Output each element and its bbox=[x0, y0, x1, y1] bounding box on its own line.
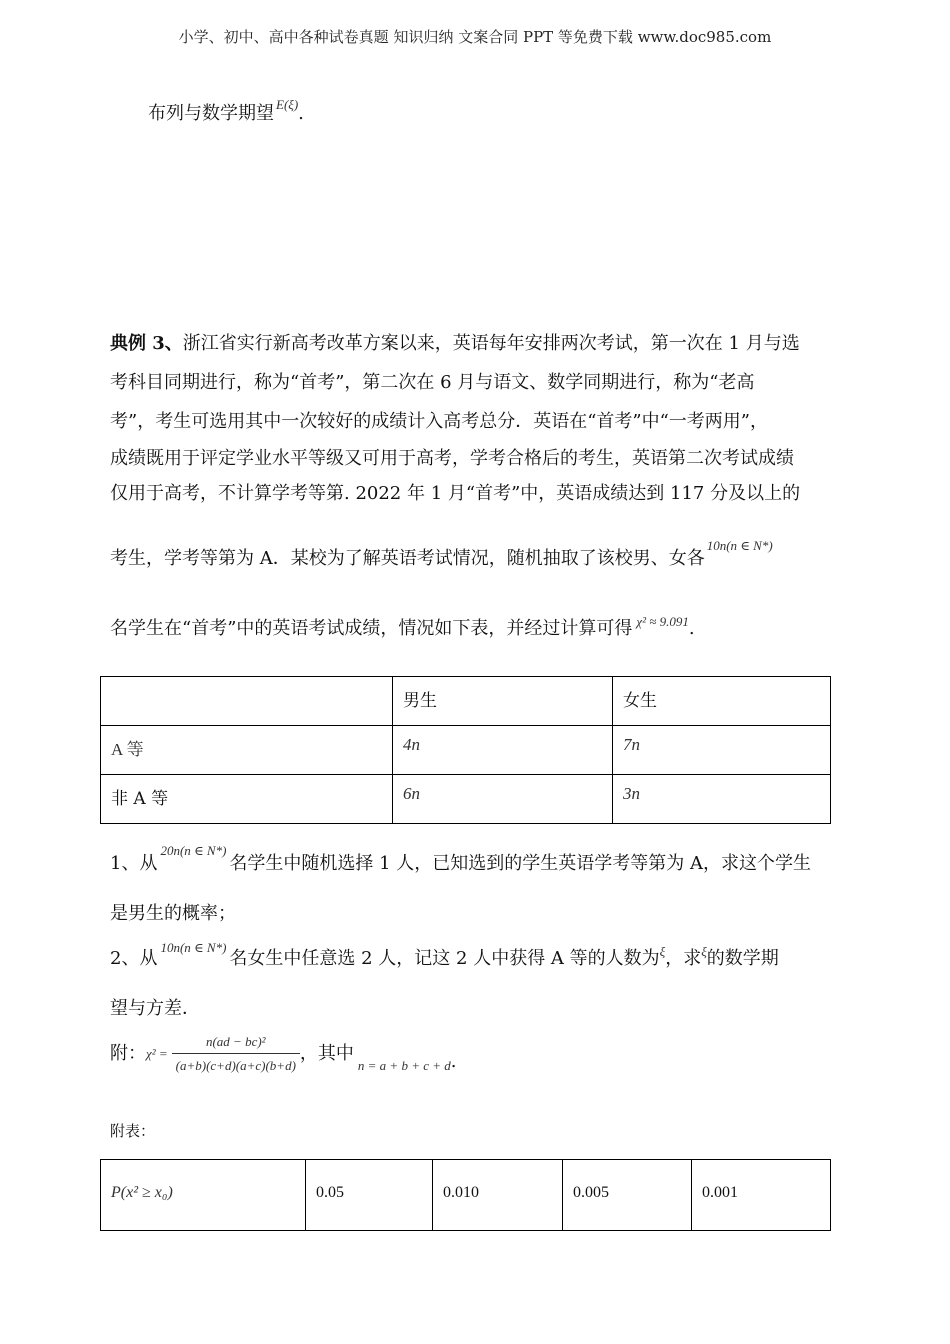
q2-formula: 10n(n ∈ N*) bbox=[160, 940, 227, 955]
table-row bbox=[101, 1160, 831, 1231]
question-2-line-2: 望与方差． bbox=[110, 998, 200, 1019]
table-row bbox=[101, 775, 831, 824]
table-cell: 3n bbox=[613, 775, 831, 824]
question-1-line-1: 1、从$^{20n(n \in N*)}$名学生中随机选择 1 人，已知选到的学生英语学考等第为 A，求这个学生 bbox=[110, 843, 812, 874]
table-cell: 4n bbox=[393, 726, 613, 775]
table-row bbox=[101, 726, 831, 775]
row-label-grade-a: A 等 bbox=[101, 726, 393, 775]
example-line-4: 成绩既用于评定学业水平等级又可用于高考，学考合格后的考生，英语第二次考试成绩 bbox=[110, 448, 794, 469]
chi-square-fraction bbox=[172, 1033, 300, 1075]
probability-header-cell: P(x² ≥ x₀) bbox=[101, 1160, 306, 1231]
table-header-row bbox=[101, 677, 831, 726]
appendix-formula-line: 附：χ² = $\frac{\text{n(ad − bc)²}}{(a+b)(c+d)(a+c)(b+d)}$ ，其中n = a + b + c + d. bbox=[110, 1034, 457, 1073]
table-cell: 0.010 bbox=[433, 1160, 563, 1231]
table-cell: 0.05 bbox=[306, 1160, 433, 1231]
question-2-line-1: 2、从$^{10n(n \in N*)}$名女生中任意选 2 人，记这 2 人中获得 A 等的人数为$^\xi$，求$^\xi$的数学期 bbox=[110, 940, 779, 969]
example-line-6: 考生，学考等第为 A．某校为了解英语考试情况，随机抽取了该校男、女各$^{10n(n \in N*)}$ bbox=[110, 538, 773, 569]
chi-square-label: χ² = bbox=[146, 1046, 168, 1061]
example-label: 典例 3、 bbox=[110, 333, 183, 354]
fraction-denominator: (a+b)(c+d)(a+c)(b+d) bbox=[175, 1058, 296, 1073]
sample-size-formula: 10n(n ∈ N*) bbox=[706, 538, 773, 553]
example-line-7: 名学生在“首考”中的英语考试成绩，情况如下表，并经过计算可得 $^{\chi^2 \approx 9.091}$. bbox=[110, 614, 695, 639]
row-label-non-grade-a: 非 A 等 bbox=[101, 775, 393, 824]
n-formula: n = a + b + c + d bbox=[357, 1058, 451, 1073]
table-header-female: 女生 bbox=[613, 677, 831, 726]
table-cell: 6n bbox=[393, 775, 613, 824]
table-header-male: 男生 bbox=[393, 677, 613, 726]
expectation-formula: E(ξ) bbox=[276, 97, 299, 112]
chi-square-value: χ² ≈ 9.091 bbox=[636, 614, 689, 629]
table-cell: 0.001 bbox=[692, 1160, 831, 1231]
table-cell: 7n bbox=[613, 726, 831, 775]
page-header: 小学、初中、高中各种试卷真题 知识归纳 文案合同 PPT 等免费下载 www.doc985.com bbox=[178, 28, 772, 46]
example-line-2: 考科目同期进行，称为“首考”，第二次在 6 月与语文、数学同期进行，称为“老高 bbox=[110, 372, 755, 393]
previous-question-tail: 布列与数学期望 $^{E(\xi)}$. bbox=[148, 97, 304, 124]
fraction-numerator: n(ad − bc)² bbox=[172, 1033, 300, 1054]
xi-symbol: ξ bbox=[659, 944, 666, 959]
table-cell bbox=[101, 677, 393, 726]
table-cell: 0.005 bbox=[563, 1160, 692, 1231]
example-line-5: 仅用于高考，不计算学考等第. 2022 年 1 月“首考”中，英语成绩达到 117 分及以上的 bbox=[110, 483, 801, 504]
critical-value-table bbox=[100, 1159, 831, 1231]
q1-formula: 20n(n ∈ N*) bbox=[160, 843, 227, 858]
appendix-table-label: 附表： bbox=[110, 1122, 156, 1140]
question-1-line-2: 是男生的概率； bbox=[110, 903, 236, 924]
score-table bbox=[100, 676, 831, 824]
example-line-3: 考”，考生可选用其中一次较好的成绩计入高考总分．英语在“首考”中“一考两用”， bbox=[110, 411, 769, 432]
xi-symbol: ξ bbox=[701, 944, 707, 959]
example-line-1: 典例 3、浙江省实行新高考改革方案以来，英语每年安排两次考试，第一次在 1 月与选 bbox=[110, 333, 800, 354]
